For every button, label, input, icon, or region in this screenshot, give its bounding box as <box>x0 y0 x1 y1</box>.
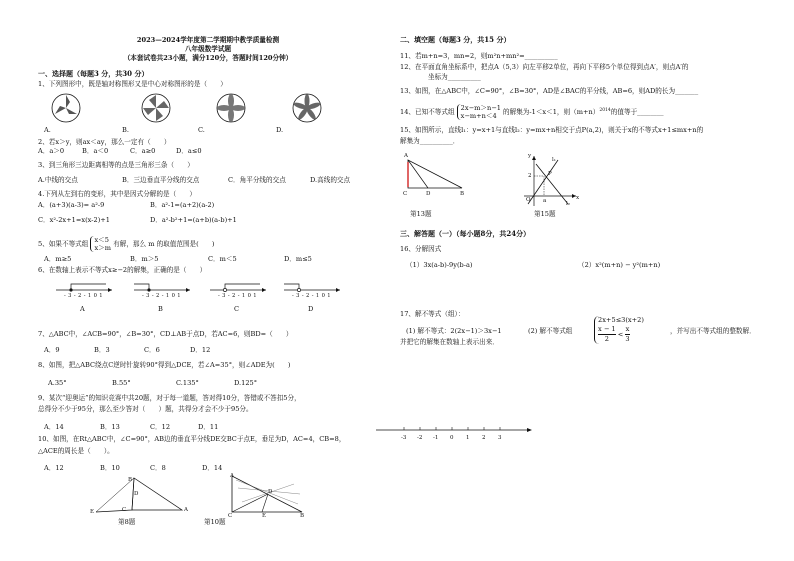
q7-text: 7、△ABC中，∠ACB=90°，∠B=30°，CD⊥AB于点D，若AC=6，则BD=（ ） <box>38 330 293 338</box>
fig8-label-c: C <box>122 507 127 513</box>
q1-figure-d <box>290 92 324 124</box>
q9-option-d[interactable]: D．11 <box>198 423 219 431</box>
fig10-label-d: D <box>268 489 273 495</box>
q9-option-b[interactable]: B．13 <box>100 423 120 431</box>
figure-q13 <box>406 158 468 194</box>
figure-q10-caption: 第10题 <box>204 518 226 526</box>
fig13-label-d: D <box>426 191 431 197</box>
q4-option-c[interactable]: C．x²-2x+1=x(x-2)+1 <box>38 216 110 224</box>
q6-ticks-d: -3-2-101 <box>292 293 333 299</box>
q10-option-d[interactable]: D．14 <box>202 464 223 472</box>
q5-line2: x＞m <box>94 244 112 252</box>
q2-option-c[interactable]: C．a≥0 <box>130 147 156 155</box>
q16-part1: （1）3x(a-b)-9y(b-a) <box>406 261 473 269</box>
q6-option-a[interactable]: A <box>80 305 85 313</box>
q17-tick-n3: -3 <box>401 435 407 441</box>
q3-option-d[interactable]: D.高线的交点 <box>310 176 351 184</box>
q7-option-d[interactable]: D．12 <box>190 346 211 354</box>
exam-subtitle: 八年级数学试题 <box>184 45 232 53</box>
q10-option-a[interactable]: A．12 <box>44 464 64 472</box>
q5-option-b[interactable]: B．m＞5 <box>130 255 159 263</box>
q3-option-a[interactable]: A.中线的交点 <box>38 176 78 184</box>
fig10-label-a: A <box>230 473 234 479</box>
fig8-label-e: E <box>90 509 95 515</box>
q8-option-d[interactable]: D.125° <box>234 379 258 387</box>
q17-tick-1: 1 <box>466 435 470 441</box>
q6-ticks-a: -3-2-101 <box>64 293 105 299</box>
q14-suffix: 的解集为-1＜x＜1，则（m+n） <box>503 108 600 116</box>
fig8-label-b: B <box>128 477 133 483</box>
q1-figure-a <box>50 92 82 124</box>
q12-text-line1: 12、在平面直角坐标系中，把点A（5,3）向左平移2单位，再向下平移5个单位得到点A′，则点A′的 <box>400 63 689 71</box>
q15-text-line1: 15、如图所示，直线l₁：y=x+1与直线l₂：y=mx+n相交于点P(a,2)，则关于x的不等式x+1≤mx+n的 <box>400 126 704 134</box>
q5-prefix: 5、如果不等式组 <box>38 240 89 248</box>
q1-text: 1、下列图形中，既是轴对称图形又是中心对称图形的是（ ） <box>38 80 227 88</box>
fig13-label-b: B <box>460 191 465 197</box>
q14-line1: 2x−m＞n−1 <box>460 104 501 112</box>
q5-option-a[interactable]: A．m≥5 <box>44 255 72 263</box>
exam-note: （本套试卷共23小题，满分120分，答题时间120分钟） <box>123 54 293 62</box>
q11-text: 11、若m+n=3，mn=2，则m²n+mn²=__________ <box>400 52 558 60</box>
q6-option-c[interactable]: C <box>234 305 240 313</box>
section2-title: 二、填空题（每题3 分，共15 分） <box>400 35 511 44</box>
q1-option-c[interactable]: C. <box>198 126 205 134</box>
q8-text: 8、如图，把△ABC绕点C逆时针旋转90°得到△DCE，若∠A=35°，则∠ADE为( ) <box>38 361 291 369</box>
q1-option-a[interactable]: A. <box>44 126 51 134</box>
q17-part1-line2: 并把它的解集在数轴上表示出来． <box>400 338 499 346</box>
q5-suffix: 有解，那么 m 的取值范围是( ) <box>113 240 215 248</box>
q9-text-line1: 9、某次“迎奥运”的知识竞赛中共20题，对于每一道题，答对得10分，答错或不答扣5分， <box>38 394 301 402</box>
fig10-label-b: B <box>300 513 305 519</box>
fig15-label-l1: l₁ <box>552 157 556 163</box>
q2-option-b[interactable]: B．a＜0 <box>82 147 109 155</box>
figure-q8-caption: 第8题 <box>118 518 136 526</box>
q7-option-c[interactable]: C．6 <box>144 346 160 354</box>
q5-line1: x＜5 <box>94 236 109 244</box>
q6-text: 6、在数轴上表示不等式x≥−2的解集，正确的是（ ） <box>38 266 207 274</box>
q12-text-line2: 坐标为__________ <box>428 73 481 81</box>
q4-option-d[interactable]: D．a²-b²+1=(a+b)(a-b)+1 <box>150 216 237 224</box>
q17-numberline <box>376 424 534 436</box>
q8-option-c[interactable]: C.135° <box>176 379 199 387</box>
q17-part2-line1: 2x+5≤3(x+2) <box>598 316 644 324</box>
exam-title: 2023—2024学年度第二学期期中教学质量检测 <box>136 36 280 44</box>
q14-exponent: 2014 <box>599 107 611 113</box>
q5-system <box>90 236 111 252</box>
fig10-label-e: E <box>262 513 267 519</box>
fig15-label-o: O <box>526 197 531 203</box>
q6-option-b[interactable]: B <box>158 305 163 313</box>
figure-q15-caption: 第15题 <box>534 210 556 218</box>
q2-option-d[interactable]: D．a≤0 <box>176 147 202 155</box>
q1-option-b[interactable]: B. <box>122 126 129 134</box>
q17-tick-0: 0 <box>450 435 454 441</box>
q17-part2-rhs-fraction: $\frac{x}{3}$ <box>625 325 630 343</box>
fig10-label-c: C <box>228 513 233 519</box>
fig15-label-a: a <box>543 198 547 204</box>
q16-part2: （2）x²(m+n) − y²(m+n) <box>578 261 661 269</box>
q17-tick-3: 3 <box>498 435 502 441</box>
q8-option-a[interactable]: A.35° <box>48 379 67 387</box>
q7-option-b[interactable]: B．3 <box>94 346 110 354</box>
fig15-label-p: P <box>548 171 552 177</box>
section3-title: 三、解答题（一）（每小题8分，共24分） <box>400 229 531 238</box>
q4-option-b[interactable]: B．a²-1=(a+2)(a-2) <box>150 201 215 209</box>
q17-part2-line2: $\frac{x - 1}{2}$ < $\frac{x}{3}$ <box>598 325 630 343</box>
q9-text-line2: 总得分不少于95分，那么至少答对（ ）题，共得分才会不少于95分。 <box>38 405 253 413</box>
q10-text-line1: 10、如图，在Rt△ABC中，∠C=90°，AB边的垂直平分线DE交BC于点E，垂足为D，AC=4，CB=8， <box>38 435 346 443</box>
fig13-label-c: C <box>403 191 408 197</box>
q10-text-line2: △ACE的周长是（ ）。 <box>38 447 114 455</box>
q17-part2-prefix: (2) 解不等式组 <box>528 327 573 335</box>
q17-tick-n1: -1 <box>433 435 439 441</box>
q1-figure-b <box>140 92 172 124</box>
figure-q13-caption: 第13题 <box>410 210 432 218</box>
figure-q8 <box>86 474 196 516</box>
q14-prefix: 14、已知不等式组 <box>400 108 455 116</box>
q17-part1-line1: (1) 解不等式：2(2x−1)＞3x−1 <box>406 327 502 335</box>
q4-text: 4.下列从左到右的变形，其中是因式分解的是（ ） <box>38 190 196 198</box>
q1-option-d[interactable]: D. <box>276 126 284 134</box>
q16-text: 16、分解因式 <box>400 245 442 253</box>
q3-text: 3、到三角形三边距离相等的点是三角形三条（ ） <box>38 161 194 169</box>
q2-text: 2、若x＞y，则ax＜ay，那么一定有（ ） <box>38 138 171 146</box>
q17-part2-system <box>594 316 644 344</box>
q9-option-c[interactable]: C．12 <box>150 423 171 431</box>
q6-ticks-b: -3-2-101 <box>142 293 183 299</box>
q17-tick-n2: -2 <box>417 435 423 441</box>
fig15-label-y: y <box>528 153 532 159</box>
q14-text <box>400 104 664 120</box>
q17-tick-2: 2 <box>482 435 486 441</box>
fig15-label-l2: l₂ <box>566 201 570 207</box>
q3-option-b[interactable]: B．三边垂直平分线的交点 <box>122 176 200 184</box>
q9-option-a[interactable]: A．14 <box>44 423 64 431</box>
fig15-label-2: 2 <box>528 173 532 179</box>
q5-option-d[interactable]: D．m≤5 <box>284 255 312 263</box>
fig8-label-d: D <box>134 491 139 497</box>
q17-part2-suffix: ，并写出不等式组的整数解． <box>670 327 756 335</box>
q13-text: 13、如图，在△ABC中，∠C=90°，∠B=30°，AD是∠BAC的平分线，AB=6，则AD的长为_______ <box>400 87 699 95</box>
q8-option-b[interactable]: B.55° <box>112 379 131 387</box>
q14-end: 的值等于________ <box>610 108 664 116</box>
section1-title: 一、选择题（每题3 分，共30 分） <box>38 69 149 78</box>
figure-q10 <box>228 474 310 518</box>
q15-text-line2: 解集为__________． <box>400 137 460 145</box>
q14-line2: x−m+n＜4 <box>460 112 497 120</box>
fig13-label-a: A <box>404 153 408 159</box>
q10-option-b[interactable]: B．10 <box>100 464 120 472</box>
q7-option-a[interactable]: A．9 <box>44 346 60 354</box>
q6-ticks-c: -3-2-101 <box>218 293 259 299</box>
fig8-label-a: A <box>184 507 188 513</box>
q17-text: 17、解不等式（组）： <box>400 310 465 318</box>
q10-option-c[interactable]: C．8 <box>150 464 166 472</box>
q14-system <box>457 104 501 120</box>
q4-option-a[interactable]: A．(a+3)(a-3)= a²-9 <box>38 201 105 209</box>
q17-part2-lhs-fraction: $\frac{x - 1}{2}$ <box>598 325 616 343</box>
q5-option-c[interactable]: C．m＜5 <box>208 255 237 263</box>
q1-figure-c <box>214 92 248 124</box>
q3-option-c[interactable]: C．角平分线的交点 <box>228 176 286 184</box>
fig15-label-x: x <box>576 195 580 201</box>
q5-text <box>38 236 214 252</box>
q6-option-d[interactable]: D <box>308 305 314 313</box>
q2-option-a[interactable]: A．a＞0 <box>38 147 65 155</box>
